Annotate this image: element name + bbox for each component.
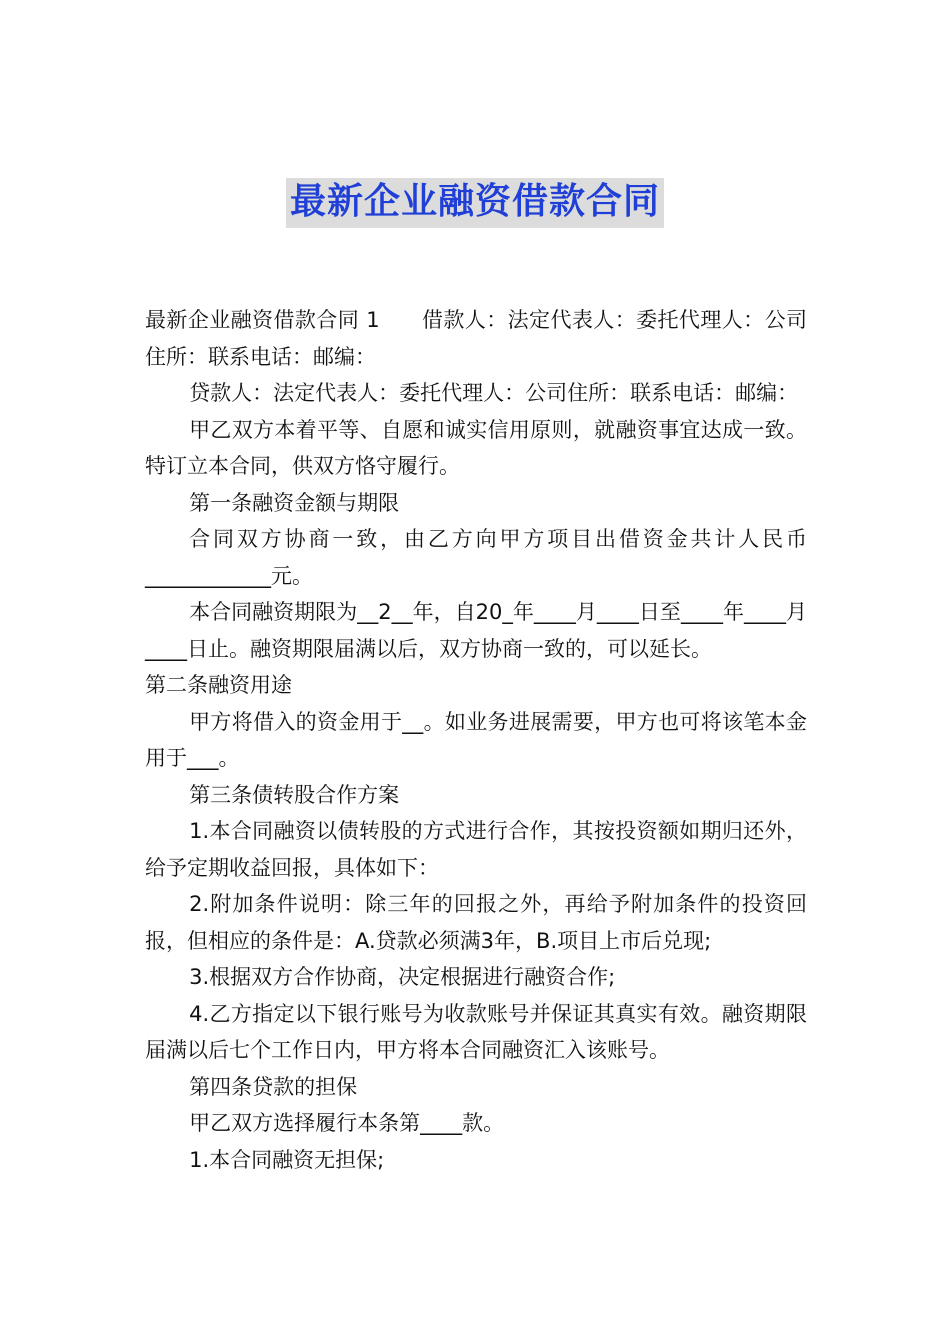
article-2-title: 第二条融资用途 [145,673,292,697]
contract-reference: 最新企业融资借款合同 1 [145,308,380,332]
document-title: 最新企业融资借款合同 [286,178,664,228]
article-3-item-1: 1.本合同融资以债转股的方式进行合作，其按投资额如期归还外，给予定期收益回报，具体如下： [145,819,807,880]
article-4-choice-paragraph: 甲乙双方选择履行本条第____款。 [189,1111,505,1135]
article-3-item-4: 4.乙方指定以下银行账号为收款账号并保证其真实有效。融资期限届满以后七个工作日内，甲方将本合同融资汇入该账号。 [145,1001,807,1062]
article-1-title: 第一条融资金额与期限 [189,490,400,515]
borrower-info: 借款人：法定代表人：委托代理人：公司住所：联系电话：邮编： [145,308,807,369]
document-body [145,302,807,1178]
lender-info-paragraph: 贷款人：法定代表人：委托代理人：公司住所：联系电话：邮编： [189,381,799,405]
article-3-item-2: 2.附加条件说明：除三年的回报之外，再给予附加条件的投资回报，但相应的条件是：A.贷款必须满3年，B.项目上市后兑现; [145,892,807,953]
article-3-title: 第三条债转股合作方案 [189,782,400,807]
article-3-item-3: 3.根据双方合作协商，决定根据进行融资合作; [189,965,616,989]
article-2-usage-paragraph: 甲方将借入的资金用于__。如业务进展需要，甲方也可将该笔本金用于___。 [145,709,807,770]
title-container [0,178,950,228]
article-4-item-1: 1.本合同融资无担保; [189,1147,385,1172]
article-1-amount-paragraph: 合同双方协商一致，由乙方向甲方项目出借资金共计人民币____________元。 [145,527,807,588]
article-4-title: 第四条贷款的担保 [189,1074,358,1099]
principles-paragraph: 甲乙双方本着平等、自愿和诚实信用原则，就融资事宜达成一致。特订立本合同，供双方恪守履行。 [145,417,807,478]
article-1-term-paragraph: 本合同融资期限为__2__年，自20_年____月____日至____年____月____日止。融资期限届满以后，双方协商一致的，可以延长。 [145,600,807,661]
parties-borrower-paragraph [145,302,807,375]
